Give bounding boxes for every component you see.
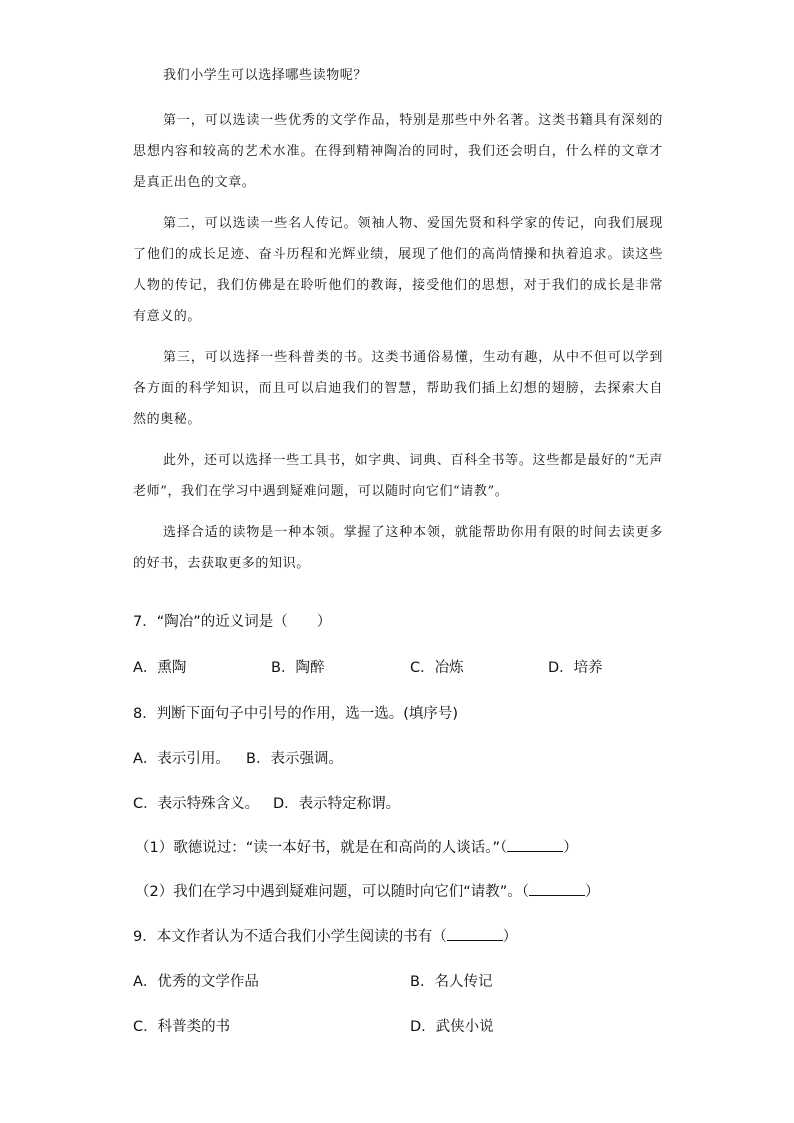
question-7-option-d: D．培养 [548, 660, 603, 676]
question-7-option-b: B．陶醉 [271, 660, 325, 676]
question-9-option-a: A．优秀的文学作品 [133, 974, 259, 990]
passage-paragraph: 选择合适的读物是一种本领。掌握了这种本领，就能帮助你用有限的时间去读更多的好书，去获取更多的知识。 [133, 525, 663, 571]
question-8-sub-2-close: ） [585, 884, 600, 900]
question-8-sub-2 [135, 880, 600, 901]
question-8-sub-1-text: （1）歌德说过：“读一本好书，就是在和高尚的人谈话。”（ [135, 840, 508, 856]
question-9-option-c: C．科普类的书 [133, 1019, 231, 1035]
passage-paragraph: 我们小学生可以选择哪些读物呢？ [163, 68, 368, 83]
question-8-sub-1 [135, 836, 578, 857]
reading-passage [133, 60, 663, 589]
question-8-option-b: B．表示强调。 [246, 751, 343, 767]
question-8-sub-2-text: （2）我们在学习中遇到疑难问题，可以随时向它们“请教”。（ [135, 884, 529, 900]
passage-paragraph: 第一，可以选读一些优秀的文学作品，特别是那些中外名著。这类书籍具有深刻的思想内容和较高的艺术水准。在得到精神陶冶的同时，我们还会明白，什么样的文章才是真正出色的文章。 [133, 113, 663, 190]
question-8-option-d: D．表示特定称谓。 [273, 796, 401, 812]
question-8-option-c: C．表示特殊含义。 [133, 796, 260, 812]
answer-blank[interactable] [507, 837, 563, 852]
question-8-option-a: A．表示引用。 [133, 751, 230, 767]
question-9-stem-close: ） [502, 929, 518, 945]
question-9-option-d: D．武侠小说 [410, 1019, 494, 1035]
passage-paragraph: 此外，还可以选择一些工具书，如字典、词典、百科全书等。这些都是最好的“无声老师”，我们在学习中遇到疑难问题，可以随时向它们“请教”。 [133, 453, 663, 499]
question-9-stem [133, 925, 517, 946]
question-9-option-b: B．名人传记 [410, 974, 493, 990]
question-7-stem: 7．“陶冶”的近义词是（ ） [133, 614, 332, 630]
question-9-stem-text: 9．本文作者认为不适合我们小学生阅读的书有（ [133, 929, 447, 945]
question-8-stem: 8．判断下面句子中引号的作用，选一选。(填序号) [133, 706, 459, 722]
question-7-option-c: C．冶炼 [410, 660, 464, 676]
passage-paragraph: 第二，可以选读一些名人传记。领袖人物、爱国先贤和科学家的传记，向我们展现了他们的成长足迹、奋斗历程和光辉业绩，展现了他们的高尚情操和执着追求。读这些人物的传记，我们仿佛是在聆听他们的教诲，接受他们的思想，对于我们的成长是非常有意义的。 [133, 216, 663, 324]
passage-paragraph: 第三，可以选择一些科普类的书。这类书通俗易懂，生动有趣，从中不但可以学到各方面的科学知识，而且可以启迪我们的智慧，帮助我们插上幻想的翅膀，去探索大自然的奥秘。 [133, 350, 663, 427]
question-7-option-a: A．熏陶 [133, 660, 187, 676]
answer-blank[interactable] [529, 881, 585, 896]
answer-blank[interactable] [447, 926, 503, 941]
question-8-sub-1-close: ） [563, 840, 578, 856]
